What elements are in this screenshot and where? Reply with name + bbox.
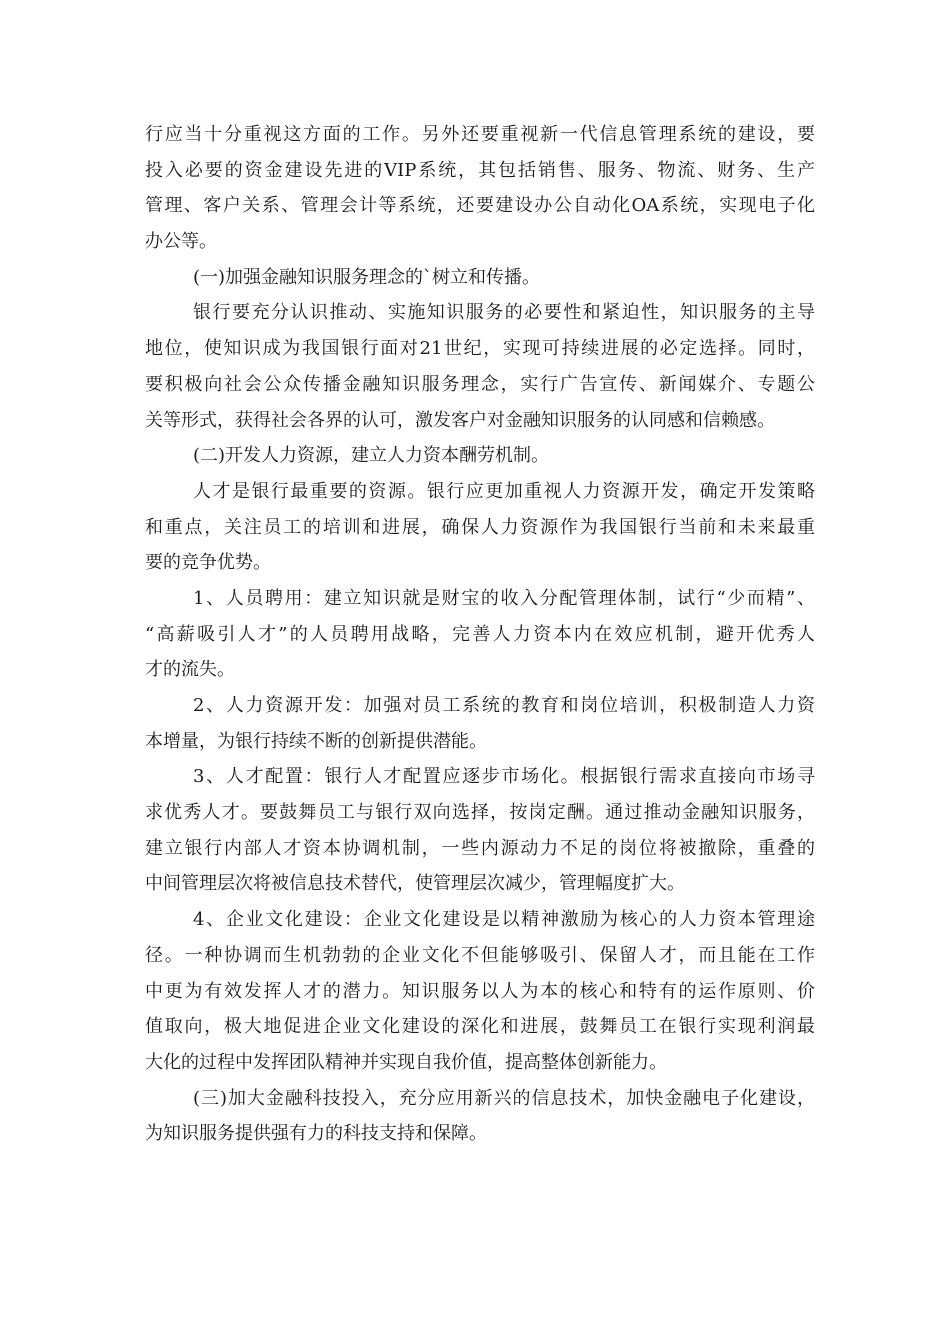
text-line: 投入必要的资金建设先进的VIP系统，其包括销售、服务、物流、财务、生产	[145, 159, 815, 181]
text-line: 为知识服务提供强有力的科技支持和保障。	[145, 1123, 487, 1145]
text-line: 本增量，为银行持续不断的创新提供潜能。	[145, 730, 487, 752]
text-line: 2、人力资源开发：加强对员工系统的教育和岗位培训，积极制造人力资	[193, 695, 815, 716]
text-line: 行应当十分重视这方面的工作。另外还要重视新一代信息管理系统的建设，要	[145, 124, 815, 145]
text-line: 关等形式，获得社会各界的认可，激发客户对金融知识服务的认同感和信赖感。	[145, 409, 775, 431]
text-line: (一)加强金融知识服务理念的`树立和传播。	[193, 266, 541, 288]
text-line: 要积极向社会公众传播金融知识服务理念，实行广告宣传、新闻媒介、专题公	[145, 373, 815, 395]
text-line: 地位，使知识成为我国银行面对21世纪，实现可持续进展的必定选择。同时，	[145, 338, 815, 360]
text-line: 要的竞争优势。	[145, 552, 271, 574]
text-line: 人才是银行最重要的资源。银行应更加重视人力资源开发，确定开发策略	[193, 480, 815, 502]
text-line: 大化的过程中发挥团队精神并实现自我价值，提高整体创新能力。	[145, 1051, 667, 1073]
text-line: 值取向，极大地促进企业文化建设的深化和进展，鼓舞员工在银行实现利润最	[145, 1016, 815, 1038]
text-line: 管理、客户关系、管理会计等系统，还要建设办公自动化OA系统，实现电子化	[145, 195, 815, 217]
text-line: 中间管理层次将被信息技术替代，使管理层次减少，管理幅度扩大。	[145, 873, 685, 895]
text-line: 办公等。	[145, 231, 217, 253]
text-line: 4、企业文化建设：企业文化建设是以精神激励为核心的人力资本管理途	[193, 909, 815, 931]
text-line: 和重点，关注员工的培训和进展，确保人力资源作为我国银行当前和未来最重	[145, 516, 815, 538]
text-line: 3、人才配置：银行人才配置应逐步市场化。根据银行需求直接向市场寻	[193, 766, 815, 788]
text-line: “高薪吸引人才”的人员聘用战略，完善人力资本内在效应机制，避开优秀人	[145, 623, 815, 645]
text-line: (三)加大金融科技投入，充分应用新兴的信息技术，加快金融电子化建设，	[193, 1087, 815, 1109]
text-line: 中更为有效发挥人才的潜力。知识服务以人为本的核心和特有的运作原则、价	[145, 980, 815, 1002]
text-line: 建立银行内部人才资本协调机制，一些内源动力不足的岗位将被撤除，重叠的	[145, 837, 815, 859]
text-line: 径。一种协调而生机勃勃的企业文化不但能够吸引、保留人才，而且能在工作	[145, 944, 815, 966]
document-body	[145, 117, 815, 1152]
text-line: 才的流失。	[145, 659, 235, 681]
text-line: (二)开发人力资源，建立人力资本酬劳机制。	[193, 445, 550, 467]
text-line: 1、人员聘用：建立知识就是财宝的收入分配管理体制，试行“少而精”、	[193, 587, 815, 609]
text-line: 求优秀人才。要鼓舞员工与银行双向选择，按岗定酬。通过推动金融知识服务，	[145, 802, 815, 824]
text-line: 银行要充分认识推动、实施知识服务的必要性和紧迫性，知识服务的主导	[193, 302, 815, 324]
